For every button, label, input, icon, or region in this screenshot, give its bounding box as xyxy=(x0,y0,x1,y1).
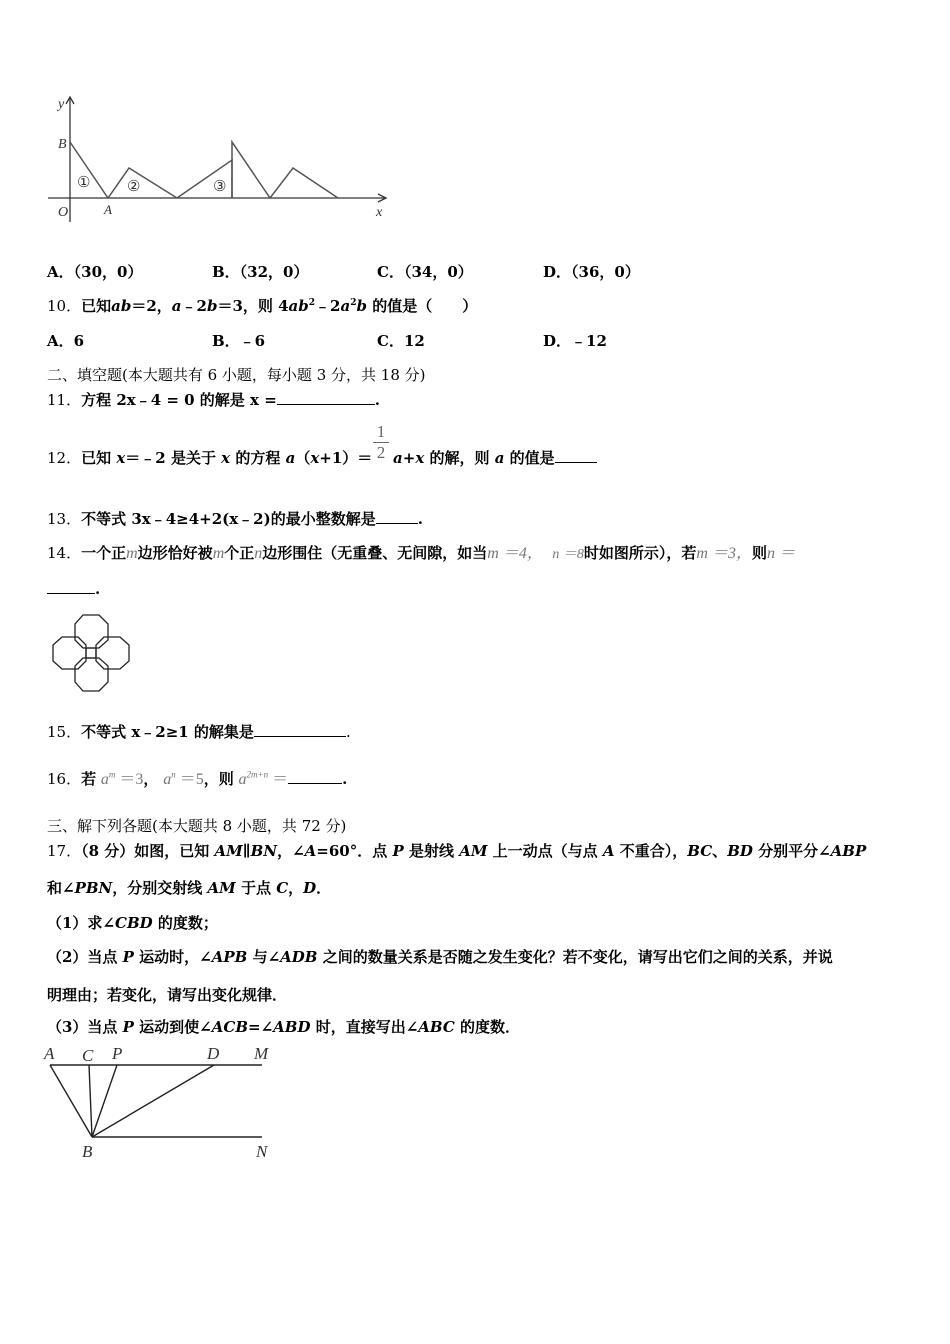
q14-octagon-figure xyxy=(50,612,132,694)
q10-option-b: B．﹣6 xyxy=(212,332,266,350)
section-3-heading: 三、解下列各题(本大题共 8 小题，共 72 分) xyxy=(47,817,347,835)
q11-stem: 11．方程 2x﹣4 = 0 的解是 x = . xyxy=(47,391,380,409)
q17-part-2-line2: 明理由；若变化，请写出变化规律． xyxy=(47,986,288,1004)
q17-stem-line2: 和∠PBN，分别交射线 AM 于点 C，D． xyxy=(47,879,332,897)
q15-stem: 15．不等式 x﹣2≥1 的解集是 . xyxy=(47,723,351,741)
point-A-label: A xyxy=(104,202,112,217)
point-A-label: A xyxy=(44,1044,55,1063)
q12-stem-tail: a+x 的解，则 a 的值是 xyxy=(393,447,597,468)
q10-option-a: A．6 xyxy=(47,332,85,350)
q17-part-2: （2）当点 P 运动时，∠APB 与∠ADB 之间的数量关系是否随之发生变化？若不变化，请写出它们之间的关系，并说 xyxy=(47,948,833,966)
q9-option-a: A．（30，0） xyxy=(47,263,143,281)
y-axis-label: y xyxy=(58,97,65,112)
q17-stem-line1: 17．（8 分）如图，已知 AM∥BN，∠A=60°．点 P 是射线 AM 上一动点（与点 A 不重合），BC、BD 分别平分∠ABP xyxy=(47,842,867,860)
region-2-label: ② xyxy=(127,179,141,195)
point-N-label: N xyxy=(256,1142,268,1161)
q12-fraction: 1 2 xyxy=(373,422,389,463)
section-2-heading: 二、填空题(本大题共有 6 小题，每小题 3 分，共 18 分) xyxy=(47,366,426,384)
x-axis-label: x xyxy=(376,205,383,220)
point-P-label: P xyxy=(112,1044,123,1063)
origin-label: O xyxy=(58,205,69,220)
q17-geometry-figure xyxy=(40,1040,290,1165)
point-B-label: B xyxy=(82,1142,93,1161)
q10-stem: 10．已知ab＝2，a﹣2b＝3，则 $4ab^2﹣2a^2b$ 的值是（ ） xyxy=(47,297,478,315)
q10-option-c: C．12 xyxy=(377,332,425,350)
q17-part-3: （3）当点 P 运动到使∠ACB=∠ABD 时，直接写出∠ABC 的度数． xyxy=(47,1018,521,1036)
point-C-label: C xyxy=(82,1046,94,1065)
q9-option-b: B．（32，0） xyxy=(212,263,309,281)
q10-option-d: D．﹣12 xyxy=(543,332,607,350)
q12-stem: 12．已知 x＝﹣2 是关于 x 的方程 a（x+1）＝ xyxy=(47,449,373,467)
q14-answer-blank: . xyxy=(47,580,100,598)
q13-stem: 13．不等式 3x﹣4≥4+2(x﹣2)的最小整数解是 . xyxy=(47,510,423,528)
point-B-label: B xyxy=(58,137,67,152)
region-1-label: ① xyxy=(77,175,91,191)
q9-option-d: D．（36，0） xyxy=(543,263,640,281)
point-D-label: D xyxy=(207,1044,220,1063)
q16-stem: 16．若 $a^m =3$， $a^n =5$，则 $a^{2m+n}$ ＝ . xyxy=(47,769,348,788)
q17-part-1: （1）求∠CBD 的度数； xyxy=(47,914,218,932)
q14-stem: 14．一个正m边形恰好被m个正n边形围住（无重叠、无间隙，如当m ＝4， n ＝8时如图所示），若m ＝3，则n ＝ xyxy=(47,544,795,562)
q9-graph-figure xyxy=(40,92,400,227)
q9-option-c: C．（34，0） xyxy=(377,263,473,281)
region-3-label: ③ xyxy=(213,179,227,195)
point-M-label: M xyxy=(254,1044,269,1063)
